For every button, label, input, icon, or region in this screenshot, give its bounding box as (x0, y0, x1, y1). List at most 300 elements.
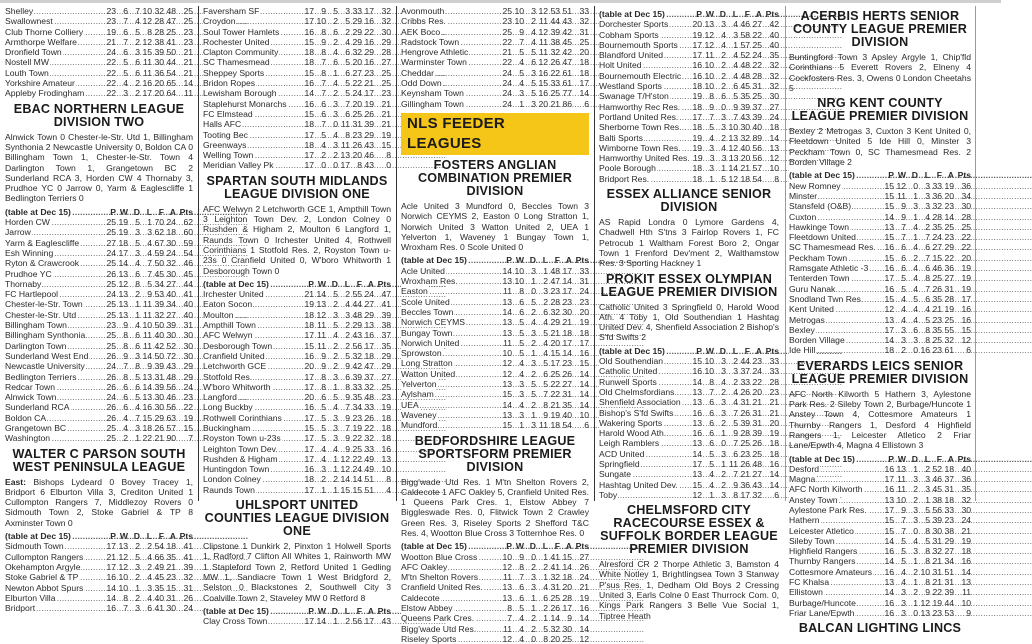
stat-drawn: 8 (135, 361, 140, 372)
stat-goals-against: 26 (364, 412, 374, 423)
team-name: Sileby Town (789, 535, 835, 546)
table-row (789, 608, 971, 618)
stat-won: 5 (519, 348, 524, 359)
stat-played: 26 (106, 412, 116, 423)
stat-won: 9 (519, 26, 524, 37)
league-table (789, 454, 971, 619)
table-row (789, 222, 971, 232)
team-name: Lewisham Borough (203, 88, 277, 99)
stat-played: 17 (304, 160, 314, 171)
team-cell (599, 397, 690, 407)
stat-points: 16 (961, 556, 971, 567)
team-name: Clapton Community (203, 47, 279, 58)
stat-drawn: 4 (135, 320, 140, 331)
stat-points: 23 (579, 296, 589, 307)
stat-goals-against: 39 (944, 587, 954, 598)
stat-points: 32 (381, 6, 391, 16)
stat-drawn: 4 (913, 304, 918, 315)
team-cell (599, 408, 690, 418)
team-name: Westland Sports (599, 81, 662, 92)
stat-played: 19 (693, 153, 703, 164)
team-cell (401, 266, 500, 276)
stat-drawn: 0 (721, 101, 726, 112)
stat-lost: 12 (728, 173, 738, 184)
stat-goals-against: 51 (364, 474, 374, 485)
team-name: Chester-le-Str. Utd (5, 309, 77, 320)
table-row (5, 227, 193, 237)
stat-points: 9 (966, 607, 971, 618)
stat-drawn: 0 (333, 160, 338, 171)
stat-played: 13 (502, 379, 512, 390)
table-row (401, 572, 589, 582)
stat-played: 17 (304, 330, 314, 341)
stat-goals-against: 35 (166, 551, 176, 562)
stat-drawn: 3 (333, 412, 338, 423)
stat-goals-for: 42 (154, 340, 164, 351)
stat-lost: 7 (345, 98, 350, 109)
stat-won: 4 (123, 78, 128, 89)
stat-goals-against: 23 (944, 201, 954, 212)
stat-goals-for: 25 (932, 273, 942, 284)
team-cell (203, 119, 302, 129)
team-name: Raunds Town (203, 484, 255, 495)
stat-lost: 4 (733, 60, 738, 71)
stat-goals-against: 22 (752, 376, 762, 387)
stat-played: 25 (106, 309, 116, 320)
team-cell (5, 320, 104, 330)
stat-goals-for: 34 (154, 278, 164, 289)
team-name: Armthorpe Welfare (5, 36, 77, 47)
table-header-row (599, 9, 779, 19)
stat-played: 18 (304, 139, 314, 150)
table-row (203, 361, 391, 371)
table-row (789, 263, 971, 273)
stat-drawn: 2 (721, 479, 726, 490)
stat-played: 13 (502, 296, 512, 307)
stat-drawn: 2 (531, 306, 536, 317)
team-cell (5, 27, 104, 37)
col-header-played: P (506, 255, 512, 266)
stat-lost: 17 (340, 160, 350, 171)
stat-goals-against: 24 (166, 217, 176, 228)
stat-lost: 4 (925, 304, 930, 315)
stat-won: 12 (896, 180, 906, 191)
stat-won: 4 (901, 304, 906, 315)
results-text: Clipstone 1 Dunkirk 2, Pinxton 1 Holwell Sports 1, Radford 7 Clifton All Whites 1, Rainworth MW 1 Stapleford Town 2, Retford United 1 Gedling MW 1, Sandiacre Town 1 West Bridgford 2, Selston 0 Blackstones 2, Southwell City 3 Coalville Town 2, Staveley MW 0 Retford 8 (203, 541, 391, 603)
stat-goals-for: 26 (740, 407, 750, 418)
table-row (401, 358, 589, 368)
stat-points: 46 (183, 258, 193, 269)
stat-lost: 5 (345, 57, 350, 68)
stat-lost: 6 (925, 263, 930, 274)
table-row (599, 490, 779, 500)
team-cell (789, 232, 882, 242)
table-header-row (5, 531, 193, 541)
table-row (401, 99, 589, 109)
stat-drawn: 6 (135, 57, 140, 68)
stat-goals-for: 46 (740, 19, 750, 30)
team-name: Sungate (599, 469, 632, 480)
stat-goals-for: 23 (740, 448, 750, 459)
col-header-lost: L (732, 345, 738, 356)
stat-lost: 7 (147, 258, 152, 269)
stat-goals-against: 23 (752, 356, 762, 367)
stat-goals-against: 18 (364, 350, 374, 361)
stat-played: 18 (692, 81, 702, 92)
table-row (203, 88, 391, 98)
team-name: Staplehurst Monarchs (203, 98, 287, 109)
table-row (599, 122, 779, 132)
stat-goals-against: 18 (944, 463, 954, 474)
stat-drawn: 1 (531, 276, 536, 287)
stat-lost: 9 (345, 392, 350, 403)
team-name: Bishop's S'fd Swifts (599, 407, 674, 418)
stat-goals-against: 22 (944, 252, 954, 263)
stat-goals-against: 57 (752, 163, 762, 174)
stat-goals-for: 20 (352, 57, 362, 68)
stat-won: 10 (118, 572, 128, 583)
stat-points: 25 (961, 221, 971, 232)
column-divider (785, 6, 786, 501)
stat-points: 25 (183, 16, 193, 27)
stat-lost: 2 (345, 330, 350, 341)
stat-goals-against: 32 (752, 489, 762, 500)
stat-points: 36 (961, 474, 971, 485)
stat-drawn: 5 (531, 389, 536, 400)
stat-won: 10 (514, 6, 524, 16)
table-row (203, 6, 391, 16)
stat-won: 5 (321, 422, 326, 433)
stat-goals-for: 54 (154, 541, 164, 552)
stat-lost: 1 (147, 217, 152, 228)
stat-won: 11 (897, 190, 906, 201)
table-row (5, 258, 193, 268)
stat-won: 8 (321, 371, 326, 382)
stat-drawn: 0 (913, 525, 918, 536)
stat-goals-for: 42 (352, 361, 362, 372)
team-name: Leicester Atletico (789, 525, 854, 536)
stat-lost: 11 (341, 139, 350, 150)
stat-points: 39 (381, 309, 391, 320)
stat-won: 12 (316, 309, 326, 320)
table-row (203, 27, 391, 37)
stat-won: 7 (321, 78, 326, 89)
stat-played: 18 (304, 320, 314, 331)
stat-won: 4 (519, 57, 524, 68)
col-header-goals-for: F (356, 605, 362, 616)
team-name: Bridport Res. (599, 173, 650, 184)
table-row (203, 616, 391, 626)
stat-goals-for: 32 (740, 132, 750, 143)
stat-goals-against: 25 (752, 448, 762, 459)
team-name: Bexley (789, 324, 815, 335)
stat-points: 22 (961, 232, 971, 243)
stat-won: 7 (709, 111, 714, 122)
stat-lost: 6 (345, 47, 350, 58)
stat-drawn: 5 (135, 26, 140, 37)
stat-lost: 2 (345, 340, 350, 351)
col-header-points: Pts (765, 345, 779, 356)
stat-played: 24 (106, 47, 116, 58)
stat-goals-for: 44 (550, 16, 560, 27)
stat-lost: 2 (733, 376, 738, 387)
stat-goals-for: 39 (352, 371, 362, 382)
table-row (401, 348, 589, 358)
stat-lost: 5 (925, 314, 930, 325)
stat-won: 4 (709, 479, 714, 490)
team-name: Bungay Town (401, 327, 453, 338)
table-row (401, 328, 589, 338)
stat-goals-for: 21 (740, 163, 750, 174)
team-cell (401, 78, 500, 88)
stat-goals-for: 19 (932, 597, 942, 608)
stat-played: 15 (502, 420, 512, 431)
team-cell (401, 389, 500, 399)
stat-goals-for: 52 (740, 50, 750, 61)
table-row (5, 37, 193, 47)
team-name: Thornaby (5, 278, 42, 289)
table-row (401, 562, 589, 572)
stat-drawn: 1 (333, 616, 338, 627)
stat-goals-for: 30 (740, 122, 750, 133)
table-row (203, 119, 391, 129)
stat-points: 7 (188, 433, 193, 444)
stat-won: 6 (321, 392, 326, 403)
stat-won: 4 (901, 566, 906, 577)
stat-goals-for: 32 (154, 6, 164, 16)
league-table (5, 531, 193, 613)
stat-goals-against: 13 (364, 320, 374, 331)
team-name: Desford (789, 463, 820, 474)
team-cell (5, 227, 104, 237)
stat-lost: 9 (733, 479, 738, 490)
team-name: Runwell Sports (599, 376, 657, 387)
stat-played: 24 (106, 289, 116, 300)
table-row (203, 150, 391, 160)
stat-points: 25 (381, 67, 391, 78)
team-cell (789, 556, 882, 566)
stat-points: 40 (769, 29, 779, 40)
col-header-points: Pts (957, 453, 971, 464)
stat-drawn: 1 (721, 428, 726, 439)
stat-drawn: 0 (531, 551, 536, 562)
league-heading: WALTER C PARSON SOUTH WEST PENINSULA LEAGUE (12, 446, 186, 474)
stat-drawn: 1 (333, 67, 338, 78)
table-row (5, 310, 193, 320)
stat-goals-for: 24 (932, 232, 942, 243)
stat-played: 17 (304, 443, 314, 454)
stat-points: 26 (183, 592, 193, 603)
stat-drawn: 3 (913, 504, 918, 515)
team-name: Holt United (599, 60, 642, 71)
stat-points: 33 (769, 366, 779, 377)
table-row (789, 515, 971, 525)
stat-goals-for: 32 (550, 623, 560, 634)
stat-goals-against: 49 (364, 464, 374, 475)
table-row (401, 57, 589, 67)
stat-goals-against: 29 (944, 242, 954, 253)
stat-lost: 7 (543, 389, 548, 400)
league-table (203, 279, 391, 495)
team-cell (203, 413, 302, 423)
stat-played: 26 (106, 402, 116, 413)
stat-goals-for: 30 (154, 402, 164, 413)
table-row (5, 372, 193, 382)
team-cell (401, 634, 500, 644)
stat-lost: 5 (925, 535, 930, 546)
stat-goals-against: 17 (364, 88, 374, 99)
stat-drawn: 2 (531, 16, 536, 27)
stat-goals-for: 31 (352, 119, 362, 130)
table-row (789, 181, 971, 191)
stat-won: 4 (123, 412, 128, 423)
stat-points: 24 (579, 286, 589, 297)
stat-lost: 5 (345, 78, 350, 89)
stat-won: 6 (519, 296, 524, 307)
stat-goals-for: 36 (154, 67, 164, 78)
stat-points: 38 (381, 320, 391, 331)
team-cell (789, 253, 882, 263)
team-cell (599, 112, 690, 122)
stat-drawn: 3 (721, 397, 726, 408)
stat-drawn: 3 (913, 201, 918, 212)
table-row (5, 289, 193, 299)
stat-lost: 5 (543, 379, 548, 390)
stat-won: 4 (519, 399, 524, 410)
stat-won: 11 (317, 340, 326, 351)
table-row (401, 286, 589, 296)
table-row (599, 102, 779, 112)
stat-drawn: 3 (531, 6, 536, 16)
team-name: Cranfield United (203, 350, 265, 361)
team-name: SC Thamesmead (203, 57, 270, 68)
stat-points: 32 (769, 60, 779, 71)
table-row (789, 294, 971, 304)
stat-drawn: 4 (721, 39, 726, 50)
team-name: Acle United (401, 265, 445, 276)
stat-goals-for: 38 (550, 36, 560, 47)
team-name: Fleetdown United (789, 232, 856, 243)
stat-goals-for: 20 (352, 98, 362, 109)
col-header-points: Pts (377, 278, 391, 289)
column-divider (396, 6, 397, 501)
stat-goals-against: 31 (562, 389, 572, 400)
team-cell (401, 410, 500, 420)
table-row (5, 541, 193, 551)
stat-points: 14 (579, 613, 589, 624)
stat-played: 21 (304, 289, 314, 300)
stat-points: 14 (183, 78, 193, 89)
stat-points: 32 (381, 16, 391, 27)
stat-played: 16 (692, 60, 702, 71)
stat-played: 18 (692, 101, 702, 112)
stat-points: 28 (961, 211, 971, 222)
stat-lost: 2 (925, 463, 930, 474)
stat-lost: 3 (147, 582, 152, 593)
stat-drawn: 4 (913, 221, 918, 232)
stat-played: 25 (106, 258, 116, 269)
stat-points: 43 (381, 616, 391, 627)
stat-goals-against: 30 (562, 623, 572, 634)
table-row (203, 47, 391, 57)
stat-lost: 4 (345, 36, 350, 47)
stat-won: 13 (118, 268, 128, 279)
stat-goals-for: 29 (352, 320, 362, 331)
team-cell (599, 19, 690, 29)
stat-goals-for: 38 (154, 36, 164, 47)
stat-won: 2 (321, 474, 326, 485)
team-name: Scole United (401, 296, 450, 307)
stat-drawn: 4 (721, 29, 726, 40)
stat-goals-for: 14 (352, 474, 362, 485)
stat-goals-against: 37 (752, 101, 762, 112)
col-header-points: Pts (957, 170, 971, 181)
team-name: FC Khalsa (789, 577, 830, 588)
stat-lost: 6 (543, 306, 548, 317)
col-header-lost: L (542, 541, 548, 552)
stat-points: 30 (961, 504, 971, 515)
team-cell (401, 328, 500, 338)
stat-drawn: 5 (333, 392, 338, 403)
stat-goals-against: 26 (364, 108, 374, 119)
table-row (203, 78, 391, 88)
stat-won: 10 (514, 265, 524, 276)
stat-won: 5 (321, 412, 326, 423)
table-row (203, 444, 391, 454)
stat-points: 16 (579, 348, 589, 359)
col-header-goals-against: A (169, 206, 176, 217)
col-header-drawn: D (719, 9, 726, 19)
stat-goals-for: 29 (352, 36, 362, 47)
team-cell (401, 420, 500, 430)
stat-drawn: 1 (913, 577, 918, 588)
team-name: Faversham SF (203, 6, 260, 16)
stat-lost: 8 (345, 129, 350, 140)
team-name: Peckham Town (789, 252, 848, 263)
stat-drawn: 3 (913, 515, 918, 526)
stat-played: 24 (502, 98, 512, 109)
stat-won: 6 (123, 402, 128, 413)
table-row (789, 495, 971, 505)
table-row (789, 253, 971, 263)
stat-played: 19 (304, 299, 314, 310)
table-row (5, 413, 193, 423)
table-row (5, 6, 193, 16)
col-header-played: P (696, 9, 702, 19)
col-header-points: Pts (179, 206, 193, 217)
col-header-goals-for: F (158, 531, 164, 542)
stat-lost: 9 (345, 443, 350, 454)
table-row (599, 459, 779, 469)
stat-won: 9 (709, 101, 714, 112)
team-name: Rushden & Higham (203, 453, 278, 464)
team-name: Wroxham Res. (401, 276, 458, 287)
stat-points: 21 (579, 582, 589, 593)
stat-goals-for: 20 (740, 153, 751, 164)
stat-goals-for: 48 (740, 70, 750, 81)
table-row (5, 279, 193, 289)
stat-goals-for: 23 (352, 129, 362, 140)
stat-drawn: 2 (721, 469, 726, 480)
table-row (203, 392, 391, 402)
stat-won: 3 (519, 409, 524, 420)
table-row (789, 325, 971, 335)
stat-played: 12 (692, 489, 702, 500)
stat-played: 14 (884, 535, 894, 546)
stat-points: 20 (769, 417, 779, 428)
stat-lost: 5 (543, 623, 548, 634)
stat-goals-for: 19 (550, 409, 560, 420)
